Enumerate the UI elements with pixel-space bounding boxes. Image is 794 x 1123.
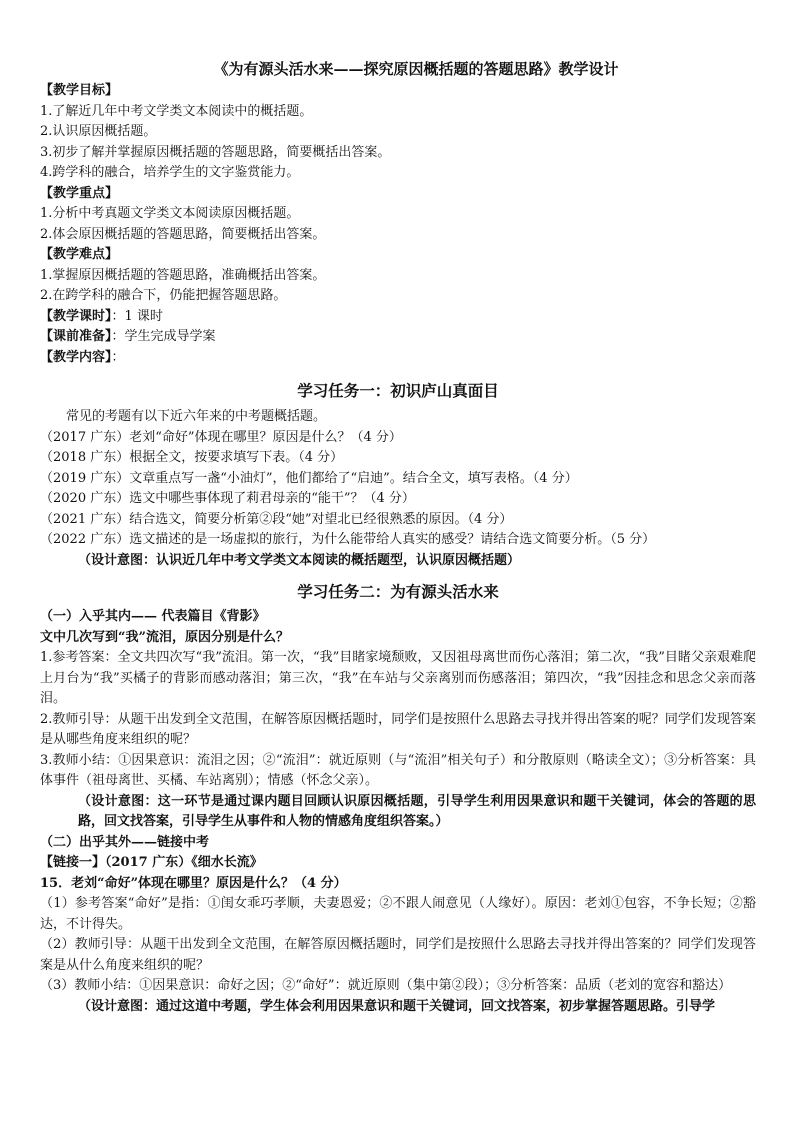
hours-row — [40, 307, 756, 328]
exam-question: （2018 广东）根据全文，按要求填写下表。（4 分） — [40, 450, 344, 465]
objectives-heading: 【教学目标】 — [40, 83, 119, 98]
content-label: 【教学内容】 — [40, 349, 112, 365]
task2-subsection-2: （二）出乎其外——链接中考 — [40, 834, 210, 850]
task1-heading: 学习任务一：初识庐山真面目 — [297, 381, 499, 400]
hours-value: ：1 课时 — [111, 308, 163, 324]
difficulties-heading: 【教学难点】 — [40, 247, 119, 262]
objective-item: 2.认识原因概括题。 — [40, 124, 157, 139]
task2-design-intent-2: （设计意图：通过这道中考题，学生体会利用因果意识和题干关键词，回文找答案，初步掌握答题思路。引导学 — [78, 998, 716, 1014]
objective-item: 3.初步了解并掌握原因概括题的答题思路，简要概括出答案。 — [40, 144, 391, 160]
task2-heading: 学习任务二：为有源头活水来 — [297, 582, 499, 601]
task2-subsection-1: （一）入乎其内—— 代表篇目《背影》 — [40, 609, 266, 624]
content-row — [40, 348, 756, 369]
objective-item: 1.了解近几年中考文学类文本阅读中的概括题。 — [40, 103, 313, 119]
reference-answer: 1.参考答案：全文共四次写“我”流泪。第一次，“我”目睹家境颓败，又因祖母离世而伤心落泪；第二次，“我”目睹父亲艰难爬上月台为“我”买橘子的背影而感动落泪；第三次，“我”在车站与父亲离别而伤感落泪；第四次，“我”因挂念和思念父亲而落泪。 — [40, 650, 756, 706]
link-one-heading: 【链接一】（2017 广东）《细水长流》 — [40, 855, 263, 870]
content-value: ： — [111, 349, 125, 365]
document-title: 《为有源头活水来——探究原因概括题的答题思路》教学设计 — [213, 60, 619, 78]
difficulty-item: 1.掌握原因概括题的答题思路，准确概括出答案。 — [40, 267, 326, 283]
link-teacher-summary: （3）教师小结：①因果意识：命好之因；②“命好”：就近原则（集中第②段）；③分析答案：品质（老刘的宽容和豁达） — [40, 978, 732, 993]
link-teacher-guidance: （2）教师引导：从题干出发到全文范围，在解答原因概括题时，同学们是按照什么思路去寻找并得出答案的？同学们发现答案是从什么角度来组织的呢？ — [40, 937, 756, 973]
hours-label: 【教学课时】 — [40, 308, 112, 324]
task2-design-intent-1: （设计意图：这一环节是通过课内题目回顾认识原因概括题，引导学生利用因果意识和题干关键词，体会的答题的思路，回文找答案，引导学生从事件和人物的情感角度组织答案。） — [78, 793, 756, 829]
link-reference-answer: （1）参考答案“命好”是指：①闺女乖巧孝顺，夫妻恩爱；②不跟人闹意见（人缘好）。原因：老刘①包容，不争长短；②豁达，不计得失。 — [40, 896, 756, 932]
exam-question: （2021 广东）结合选文，简要分析第②段“她”对望北已经很熟悉的原因。（4 分） — [40, 511, 513, 527]
exam-question: （2019 广东）文章重点写一盏“小油灯”，他们都给了“启迪”。结合全文，填写表格。（4 分） — [40, 470, 578, 486]
prep-row — [40, 327, 756, 348]
task2-question: 文中几次写到“我”流泪，原因分别是什么？ — [40, 629, 289, 645]
prep-value: ：学生完成导学案 — [111, 329, 216, 344]
key-point-item: 1.分析中考真题文学类文本阅读原因概括题。 — [40, 206, 300, 221]
teacher-summary: 3.教师小结：①因果意识：流泪之因；②“流泪”：就近原则（与“流泪”相关句子）和分散原则（略读全文）；③分析答案：具体事件（祖母离世、买橘、车站离别）；情感（怀念父亲）。 — [40, 752, 756, 788]
key-point-item: 2.体会原因概括题的答题思路，简要概括出答案。 — [40, 226, 326, 242]
teacher-guidance: 2.教师引导：从题干出发到全文范围，在解答原因概括题时，同学们是按照什么思路去寻找并得出答案的呢？同学们发现答案是从哪些角度来组织的呢？ — [40, 711, 756, 747]
exam-question: （2020 广东）选文中哪些事体现了莉君母亲的“能干”？（4 分） — [40, 491, 415, 506]
document-page — [40, 57, 756, 1017]
objective-item: 4.跨学科的融合，培养学生的文字鉴赏能力。 — [40, 165, 300, 180]
task1-design-intent: （设计意图：认识近几年中考文学类文本阅读的概括题型，认识原因概括题） — [78, 552, 521, 568]
task1-intro: 常见的考题有以下近六年来的中考题概括题。 — [66, 409, 327, 424]
key-points-heading: 【教学重点】 — [40, 185, 119, 201]
question-15: 15．老刘“命好”体现在哪里？原因是什么？（4 分） — [40, 875, 347, 891]
difficulty-item: 2.在跨学科的融合下，仍能把握答题思路。 — [40, 288, 287, 303]
exam-question: （2017 广东）老刘“命好”体现在哪里？原因是什么？（4 分） — [40, 429, 402, 445]
exam-question: （2022 广东）选文描述的是一场虚拟的旅行，为什么能带给人真实的感受？请结合选文简要分析。（5 分） — [40, 532, 656, 547]
prep-label: 【课前准备】 — [40, 329, 112, 344]
